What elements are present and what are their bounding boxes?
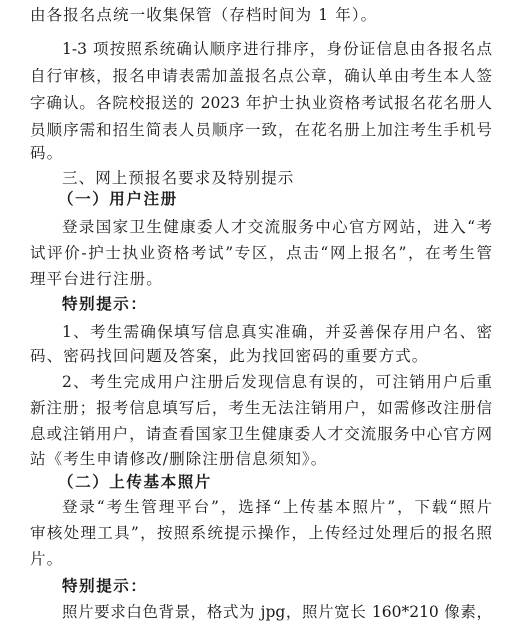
subsection-heading: （一）用户注册 (58, 190, 178, 208)
section-heading: 三、网上预报名要求及特别提示 (62, 169, 295, 187)
text-line: 由各报名点统一收集保管（存档时间为 1 年）。 (30, 6, 378, 24)
notice-heading: 特别提示： (62, 577, 148, 595)
text-line: 理平台进行注册。 (30, 270, 163, 288)
text-line: 码。 (30, 144, 64, 162)
notice-heading: 特别提示： (62, 295, 148, 313)
text-line: 审核处理工具”，按照系统提示操作，上传经过处理后的报名照 (30, 524, 492, 542)
text-line: 照片要求白色背景，格式为 jpg，照片宽长 160*210 像素， (62, 603, 492, 621)
text-line: 新注册；报考信息填写后，考生无法注销用户，如需修改注册信 (30, 399, 492, 417)
text-line: 2、考生完成用户注册后发现信息有误的，可注销用户后重 (62, 373, 492, 391)
text-line: 试评价-护士执业资格考试”专区，点击“网上报名”，在考生管 (30, 244, 492, 262)
subsection-heading: （二）上传基本照片 (58, 473, 212, 491)
text-line: 息或注销用户，请查看国家卫生健康委人才交流服务中心官方网 (30, 425, 492, 443)
text-line: 员顺序需和招生简表人员顺序一致，在花名册上加注考生手机号 (30, 121, 492, 139)
text-line: 登录“考生管理平台”，选择“上传基本照片”，下载“照片 (62, 498, 492, 516)
text-line: 码、密码找回问题及答案，此为找回密码的重要方式。 (30, 347, 429, 365)
text-line: 1、考生需确保填写信息真实准确，并妥善保存用户名、密 (62, 323, 492, 341)
text-line: 片。 (30, 550, 64, 568)
text-line: 1-3 项按照系统确认顺序进行排序，身份证信息由各报名点 (62, 40, 492, 58)
text-line: 站《考生申请修改/删除注册信息须知》。 (30, 450, 328, 468)
text-line: 字确认。各院校报送的 2023 年护士执业资格考试报名花名册人 (30, 94, 492, 112)
text-line: 自行审核，报名申请表需加盖报名点公章，确认单由考生本人签 (30, 67, 492, 85)
text-line: 登录国家卫生健康委人才交流服务中心官方网站，进入“考 (62, 218, 492, 236)
